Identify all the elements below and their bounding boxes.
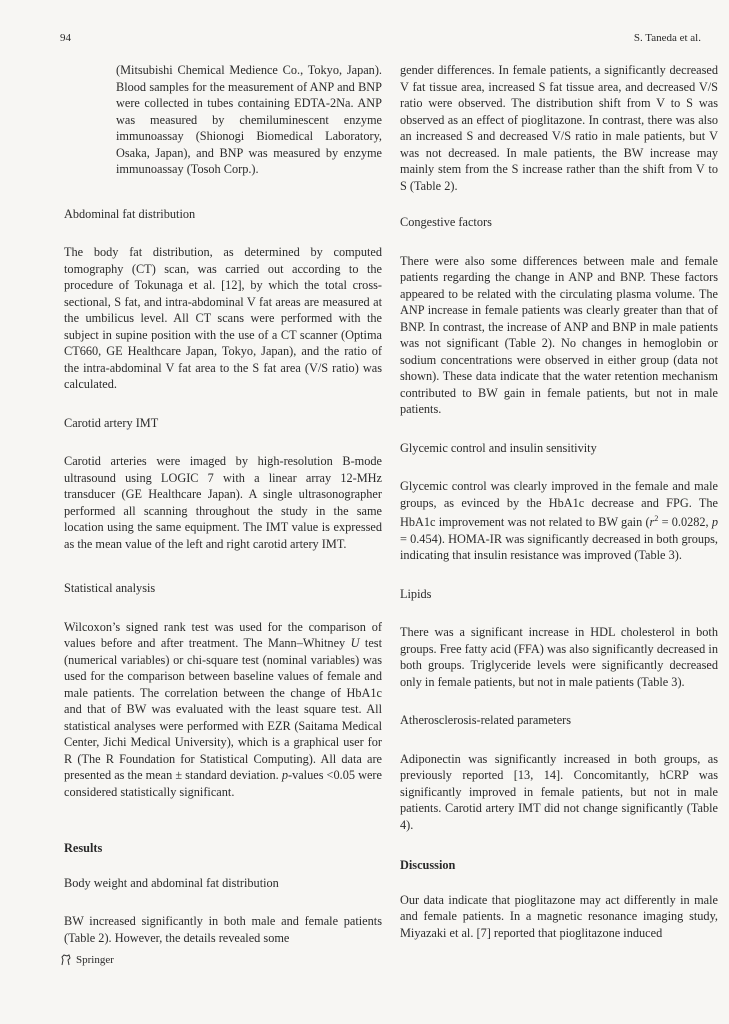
page-number: 94: [60, 32, 71, 44]
publisher-name: Springer: [76, 954, 114, 966]
carotid-imt-paragraph: Carotid arteries were imaged by high-resolution B-mode ultrasound using LOGIC 7 with a linear array 12-MHz transducer (GE Healthcare Japan). A single ultrasonographer performed all scanning throughout the study in the same location using the same equipment. The IMT value is expressed as the mean value of the left and right carotid artery IMT.: [64, 454, 382, 551]
heading-lipids: Lipids: [400, 586, 432, 601]
statistical-analysis-paragraph: Wilcoxon’s signed rank test was used for the comparison of values before and after treatment. The Mann–Whitney U test (numerical variables) or chi-square test (nominal variables) was used for the comparison between baseline values of female and male patients. The correlation between the change of HbA1c and that of BW was evaluated with the least square test. All statistical analyses were performed with EZR (Saitama Medical Center, Jichi Medical University), which is a graphical user for R (The R Foundation for Statistical Computing). All data are presented as the mean ± standard deviation. p-values <0.05 were considered statistically significant.: [64, 619, 382, 799]
heading-congestive-factors: Congestive factors: [400, 215, 492, 229]
springer-horse-icon: [60, 954, 72, 966]
abdominal-fat-paragraph: The body fat distribution, as determined by computed tomography (CT) scan, was carried out according to the procedure of Tokunaga et al. [12], by which the total cross-sectional, S fat, and intra-abdominal V fat areas are measured at the umbilicus level. All CT scans were performed with the subject in supine position with the use of a CT scanner (Optima CT660, GE Healthcare Japan, Tokyo, Japan), and the ratio of the intra-abdominal V fat area to the S fat area (V/S ratio) was calculated.: [64, 245, 382, 391]
heading-discussion: Discussion: [400, 858, 456, 873]
left-column: [64, 62, 382, 968]
methods-continuation: (Mitsubishi Chemical Medience Co., Tokyo, Japan). Blood samples for the measurement of ANP and BNP were collected in tubes containing EDTA-2Na. ANP was measured by chemiluminescent enzyme immunoassay (Shionogi Biomedical Laboratory, Osaka, Japan), and BNP was measured by enzyme immunoassay (Tosoh Corp.).: [116, 63, 382, 176]
congestive-factors-paragraph: There were also some differences between male and female patients regarding the change in ANP and BNP. These factors appeared to be related with the circulating plasma volume. The ANP increase in female patients was clearly greater than that of BNP. In contrast, the increase of ANP and BNP in male patients was not significant (Table 2). No changes in hemoglobin or sodium concentrations were observed in either group (data not shown). These data indicate that the water retention mechanism contributed to BW gain in female patients, but not in male patients.: [400, 253, 718, 416]
lipids-paragraph: There was a significant increase in HDL cholesterol in both groups. Free fatty acid (FFA) was also significantly decreased in both groups. Triglyceride levels were significantly decreased only in female patients, but not in male patients (Table 3).: [400, 625, 718, 689]
running-head: S. Taneda et al.: [633, 32, 701, 44]
heading-carotid-imt: Carotid artery IMT: [64, 415, 159, 430]
heading-results: Results: [64, 841, 103, 855]
gender-differences-paragraph: gender differences. In female patients, a significantly decreased V fat tissue area, increased S fat tissue area, and decreased V/S ratio were observed. The distribution shift from V to S was observed as an effect of pioglitazone. In contrast, there was also an increased S and decreased V/S ratio in male patients, but V was not decreased. In male patients, the BW increase may mainly stem from the S increase rather than the shift from V to S (Table 2).: [400, 63, 718, 193]
heading-abdominal-fat: Abdominal fat distribution: [64, 206, 196, 221]
glycemic-control-paragraph: Glycemic control was clearly improved in the female and male groups, as evinced by the HbA1c decrease and FPG. The HbA1c improvement was not related to BW gain ($r^2 = 0.0282$, p = 0.454). HOMA-IR was significantly decreased in both groups, indicating that insulin resistance was improved (Table 3).: [400, 479, 718, 563]
heading-body-weight: Body weight and abdominal fat distribution: [64, 875, 279, 890]
atherosclerosis-paragraph: Adiponectin was significantly increased in both groups, as previously reported [13, 14]. Concomitantly, hCRP was significantly improved in female patients, but not in male patients. Carotid artery IMT did not change significantly (Table 4).: [400, 751, 718, 832]
discussion-paragraph: Our data indicate that pioglitazone may act differently in male and female patients. In a magnetic resonance imaging study, Miyazaki et al. [7] reported that pioglitazone induced: [400, 892, 718, 940]
heading-atherosclerosis: Atherosclerosis-related parameters: [400, 713, 572, 728]
right-column: [400, 62, 718, 963]
heading-glycemic-control: Glycemic control and insulin sensitivity: [400, 440, 597, 455]
body-weight-paragraph: BW increased significantly in both male and female patients (Table 2). However, the details revealed some: [64, 914, 382, 945]
heading-statistical-analysis: Statistical analysis: [64, 581, 156, 595]
publisher-footer: [60, 954, 114, 966]
